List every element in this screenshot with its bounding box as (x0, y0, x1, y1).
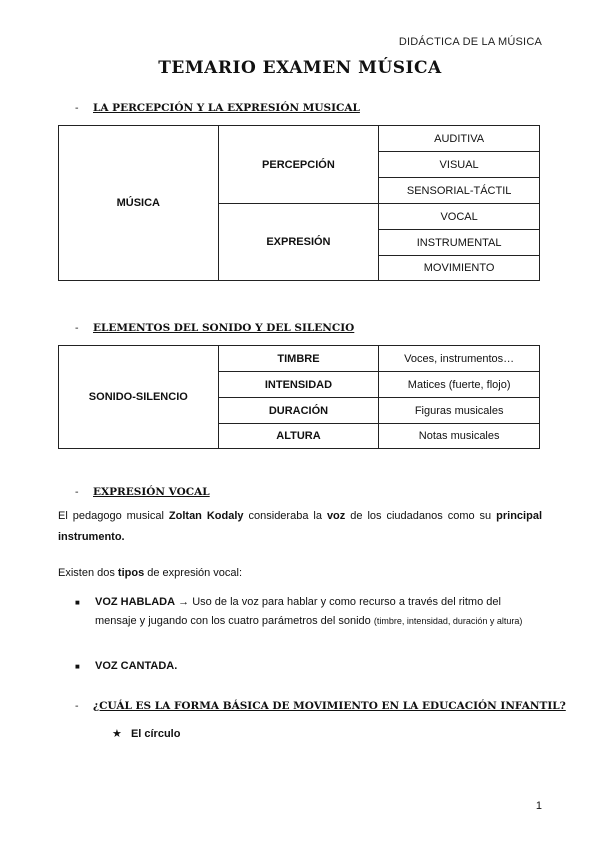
sound-silence-table (58, 345, 540, 449)
perception-expression-table (58, 125, 540, 281)
bullet-sung-voice: ■ VOZ CANTADA. (75, 657, 542, 676)
page-number: 1 (535, 800, 542, 812)
star-icon: ★ (112, 728, 122, 740)
section-title: EXPRESIÓN VOCAL (93, 486, 210, 498)
section-heading-vocal (75, 486, 210, 498)
movement-answer: ★ El círculo (112, 728, 181, 740)
section-heading-movement (75, 700, 566, 712)
table-root-cell: SONIDO-SILENCIO (59, 346, 219, 449)
desc-cell: Figuras musicales (379, 398, 540, 424)
table-root-cell: MÚSICA (59, 126, 219, 281)
section-title: ¿CUÁL ES LA FORMA BÁSICA DE MOVIMIENTO EN LA EDUCACIÓN INFANTIL? (93, 700, 566, 712)
param-cell: DURACIÓN (218, 398, 379, 424)
desc-cell: Notas musicales (379, 424, 540, 449)
section-dash: - (75, 700, 79, 712)
desc-cell: Matices (fuerte, flojo) (379, 372, 540, 398)
item-cell: AUDITIVA (379, 126, 540, 152)
group-cell-perception: PERCEPCIÓN (218, 126, 379, 204)
section-dash: - (75, 102, 79, 114)
param-cell: ALTURA (218, 424, 379, 449)
section-heading-perception (75, 102, 360, 114)
item-cell: MOVIMIENTO (379, 256, 540, 281)
square-bullet-icon: ■ (75, 662, 80, 671)
square-bullet-icon: ■ (75, 598, 80, 607)
types-paragraph: Existen dos tipos de expresión vocal: (58, 567, 243, 579)
bullet-spoken-voice: ■ VOZ HABLADA → Uso de la voz para hablar y como recurso a través del ritmo del mensaje y jugando con los cuatro parámetros del sonido (timbre, intensidad, duración y altura) (75, 593, 542, 631)
item-cell: VISUAL (379, 152, 540, 178)
section-dash: - (75, 486, 79, 498)
section-title: LA PERCEPCIÓN Y LA EXPRESIÓN MUSICAL (93, 102, 360, 114)
kodaly-paragraph: El pedagogo musical Zoltan Kodaly consideraba la voz de los ciudadanos como su principal instrumento. (58, 510, 542, 543)
section-heading-sound-elements (75, 322, 354, 334)
section-title: ELEMENTOS DEL SONIDO Y DEL SILENCIO (93, 322, 355, 334)
item-cell: INSTRUMENTAL (379, 230, 540, 256)
page-title: TEMARIO EXAMEN MÚSICA (158, 58, 442, 78)
document-header: DIDÁCTICA DE LA MÚSICA (398, 36, 542, 48)
item-cell: VOCAL (379, 204, 540, 230)
desc-cell: Voces, instrumentos… (379, 346, 540, 372)
param-cell: INTENSIDAD (218, 372, 379, 398)
param-cell: TIMBRE (218, 346, 379, 372)
section-dash: - (75, 322, 79, 334)
item-cell: SENSORIAL-TÁCTIL (379, 178, 540, 204)
group-cell-expression: EXPRESIÓN (218, 204, 379, 281)
